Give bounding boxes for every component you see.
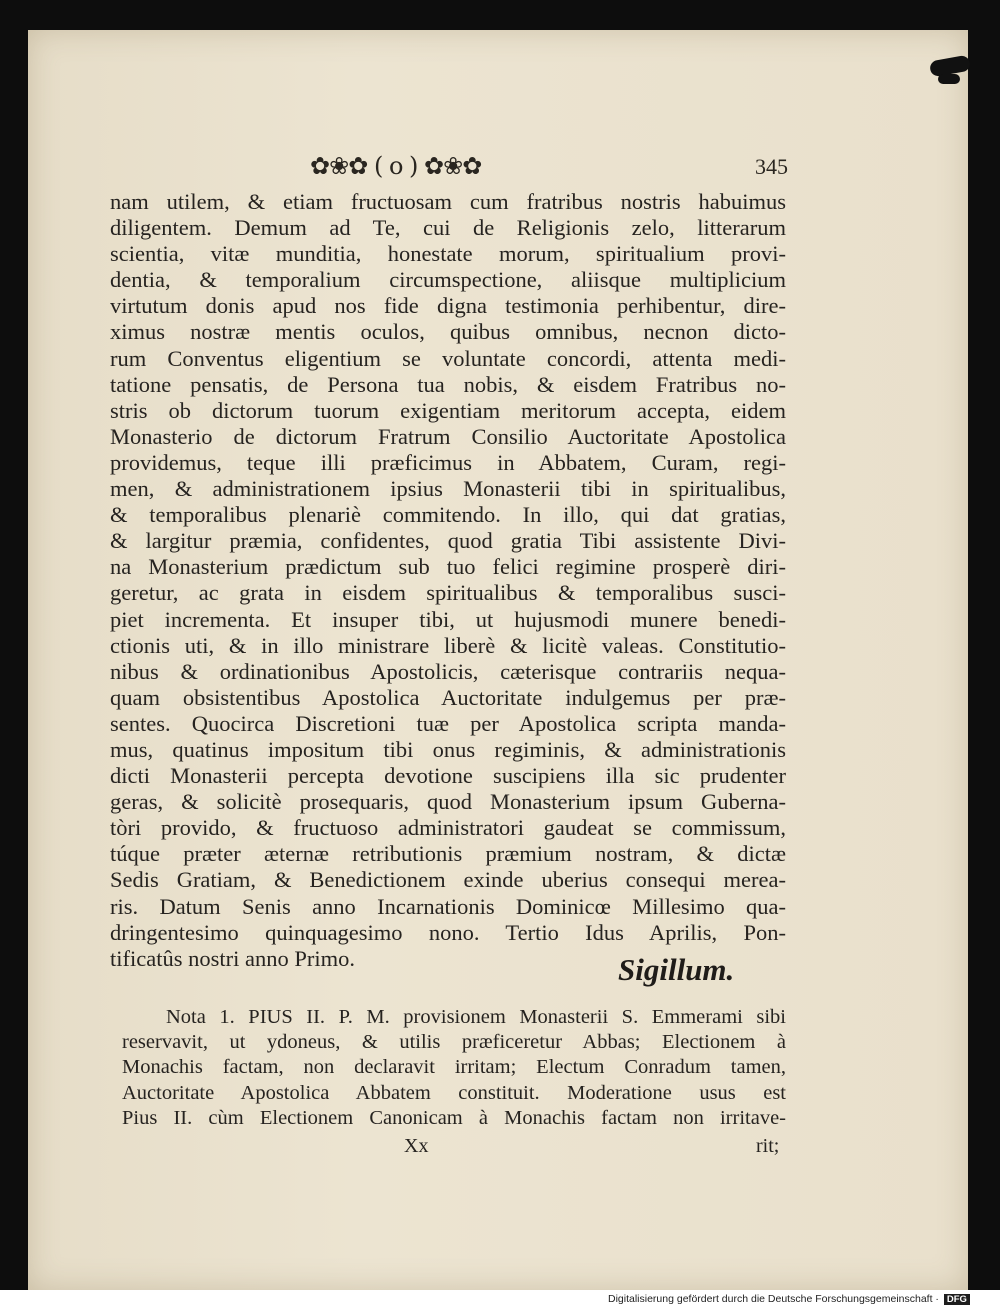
body-text xyxy=(110,189,786,972)
body-line: túque præter æternæ retributionis præmium nostram, & dictæ xyxy=(110,841,786,867)
catchword: rit; xyxy=(756,1135,780,1157)
body-line: dringentesimo quinquagesimo nono. Tertio Idus Aprilis, Pon- xyxy=(110,919,786,945)
header-ornament: ✿❀✿ ( o ) ✿❀✿ xyxy=(310,152,482,180)
note-line: Nota 1. PIUS II. P. M. provisionem Monasterii S. Emmerami sibi xyxy=(166,1006,786,1028)
signature-mark: Xx xyxy=(404,1135,429,1157)
body-line: ris. Datum Senis anno Incarnationis Dominicœ Millesimo qua- xyxy=(110,893,786,919)
body-line: & temporalibus plenariè commitendo. In illo, qui dat gratias, xyxy=(110,502,786,528)
body-line: tatione pensatis, de Persona tua nobis, & eisdem Fratribus no- xyxy=(110,371,786,397)
body-line: men, & administrationem ipsius Monasterii tibi in spiritualibus, xyxy=(110,476,786,502)
note-line: Pius II. cùm Electionem Canonicam à Monachis factam non irritave- xyxy=(122,1106,786,1129)
note-line: Auctoritate Apostolica Abbatem constituit. Moderatione usus est xyxy=(122,1081,786,1104)
body-line: Sedis Gratiam, & Benedictionem exinde uberius consequi merea- xyxy=(110,867,786,893)
body-line: sentes. Quocirca Discretioni tuæ per Apostolica scripta manda- xyxy=(110,710,786,736)
body-line: mus, quatinus impositum tibi onus regiminis, & administrationis xyxy=(110,736,786,762)
body-line: piet incrementa. Et insuper tibi, ut hujusmodi munere benedi- xyxy=(110,606,786,632)
body-line: stris ob dictorum tuorum exigentiam meritorum accepta, eidem xyxy=(110,397,786,423)
dfg-logo: DFG xyxy=(944,1294,970,1305)
body-line: ctionis uti, & in illo ministrare liberè & licitè valeas. Constitutio- xyxy=(110,632,786,658)
body-line: diligentem. Demum ad Te, cui de Religionis zelo, litterarum xyxy=(110,215,786,241)
note-line: Monachis factam, non declaravit irritam; Electum Conradum tamen, xyxy=(122,1056,786,1079)
footer-text: Digitalisierung gefördert durch die Deutsche Forschungsgemeinschaft · xyxy=(608,1293,939,1305)
note-line: reservavit, ut ydoneus, & utilis præficeretur Abbas; Electionem à xyxy=(122,1031,786,1054)
footnote-block xyxy=(122,1005,786,1131)
body-line: tificatûs nostri anno Primo. xyxy=(110,945,355,971)
digitization-footer xyxy=(608,1293,970,1305)
scan-right-edge xyxy=(968,30,1000,1290)
body-line: ximus nostræ mentis oculos, quibus omnibus, necnon dicto- xyxy=(110,319,786,345)
body-line: dentia, & temporalium circumspectione, aliisque multiplicium xyxy=(110,267,786,293)
body-line: geretur, ac grata in eisdem spiritualibus & temporalibus susci- xyxy=(110,580,786,606)
body-line: scientia, vitæ munditia, honestate morum, spiritualium provi- xyxy=(110,241,786,267)
body-line: providemus, teque illi præficimus in Abbatem, Curam, regi- xyxy=(110,449,786,475)
body-line: & largitur præmia, confidentes, quod gratia Tibi assistente Divi- xyxy=(110,528,786,554)
page-number: 345 xyxy=(755,154,788,179)
body-line: rum Conventus eligentium se voluntate concordi, attenta medi- xyxy=(110,345,786,371)
document-page xyxy=(28,30,968,1290)
body-line: virtutum donis apud nos fide digna testimonia perhibentur, dire- xyxy=(110,293,786,319)
body-line: geras, & solicitè prosequaris, quod Monasterium ipsum Guberna- xyxy=(110,789,786,815)
body-line: Monasterio de dictorum Fratrum Consilio Auctoritate Apostolica xyxy=(110,423,786,449)
body-line: na Monasterium prædictum sub tuo felici regimine prosperè diri- xyxy=(110,554,786,580)
sigillum-heading: Sigillum. xyxy=(618,952,735,987)
body-line: dicti Monasterii percepta devotione suscipiens illa sic prudenter xyxy=(110,763,786,789)
ink-smudge xyxy=(938,74,960,84)
body-line: nam utilem, & etiam fructuosam cum fratribus nostris habuimus xyxy=(110,189,786,214)
body-line: quam obsistentibus Apostolica Auctoritate indulgemus per præ- xyxy=(110,684,786,710)
body-line: nibus & ordinationibus Apostolicis, cæterisque contrariis nequa- xyxy=(110,658,786,684)
page-header xyxy=(28,152,968,186)
body-line: tòri provido, & fructuoso administratori gaudeat se commissum, xyxy=(110,815,786,841)
